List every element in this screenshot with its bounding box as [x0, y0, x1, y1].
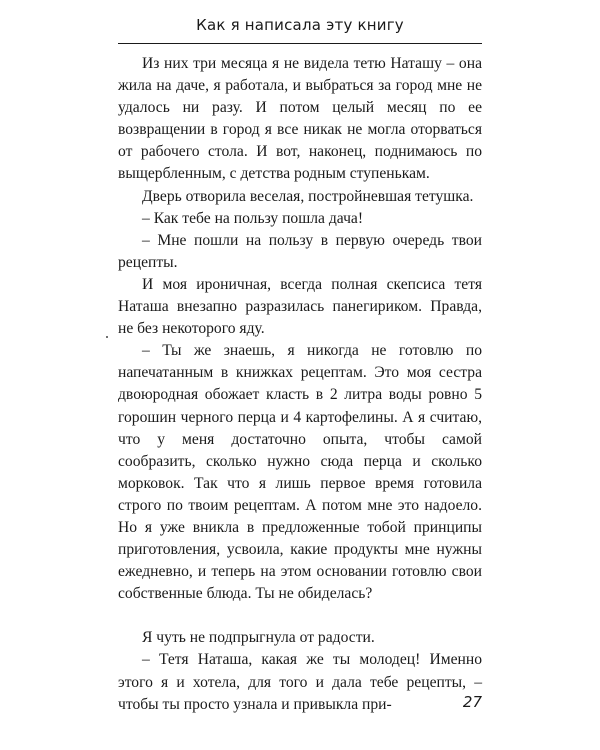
- paragraph: Из них три месяца я не видела тетю Наташу – она жила на даче, я работала, и выбраться за город мне не удалось ни разу. И потом целый месяц по ее возвращении в город я все никак не могла оторваться от рабочего стола. И вот, наконец, поднимаюсь по выщербленным, с детства родным ступенькам.: [118, 55, 482, 183]
- paragraph: Я чуть не подпрыгнула от радости.: [142, 629, 375, 647]
- body-text: [118, 53, 482, 716]
- paragraph: – Мне пошли на пользу в первую очередь твои рецепты.: [118, 231, 482, 271]
- paragraph: И моя ироничная, всегда полная скепсиса тетя Наташа внезапно разразилась панегириком. Правда, не без некоторого яду.: [118, 275, 482, 338]
- running-header: Как я написала эту книгу: [196, 16, 404, 34]
- paragraph: Дверь отворила веселая, постройневшая тетушка.: [142, 187, 474, 205]
- page-number: 27: [462, 693, 482, 711]
- header-rule: [118, 43, 482, 44]
- paragraph: – Как тебе на пользу пошла дача!: [142, 209, 364, 227]
- paragraph: – Тетя Наташа, какая же ты молодец! Именно этого я и хотела, для того и дала тебе рецепты, – чтобы ты просто узнала и привыкла при-: [118, 651, 482, 713]
- paragraph: – Ты же знаешь, я никогда не готовлю по напечатанным в книжках рецептам. Это моя сестра двоюродная обожает класть в 2 литра воды ровно 5 горошин черного перца и 4 картофелины. А я считаю, что у меня достаточно опыта, чтобы самой сообразить, сколько нужно сюда перца и сколько морковок. Так что я лишь первое время готовила строго по твоим рецептам. А потом мне это надоело. Но я уже вникла в предложенные тобой принципы приготовления, усвоила, какие продукты мне нужны ежедневно, и теперь на этом основании готовлю свои собственные блюда. Ты не обиделась?: [118, 342, 482, 603]
- scan-speck: [106, 336, 108, 338]
